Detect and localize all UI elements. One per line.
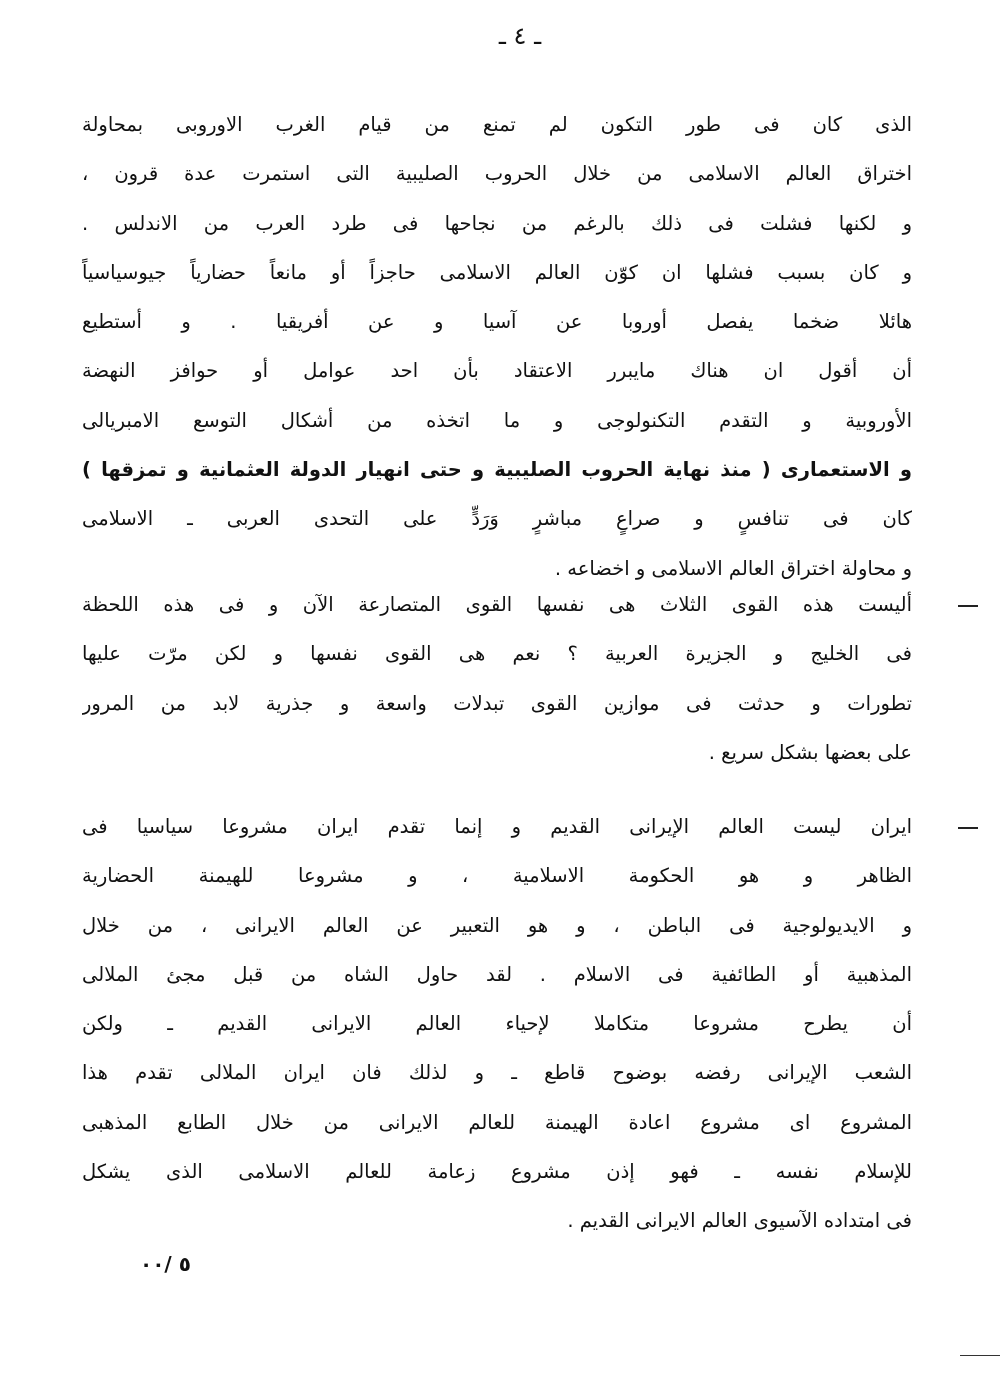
scan-edge-mark	[960, 1355, 1000, 1356]
text-line: الأوروبية و التقدم التكنولوجى و ما اتخذه من أشكال التوسع الامبريالى	[82, 408, 912, 432]
text-line: تطورات و حدثت فى موازين القوى تبدلات واسعة و جذرية لابد من المرور	[82, 691, 912, 715]
text-line: و كان بسبب فشلها ان كوّن العالم الاسلامى حاجزاً أو مانعاً حضارياً جيوسياسياً	[82, 260, 912, 284]
text-line: للإسلام نفسه ـ فهو إذن مشروع زعامة للعالم الاسلامى الذى يشكل	[82, 1160, 912, 1184]
text-line: هائلا ضخما يفصل أوروبا عن آسيا و عن أفريقيا . و أستطيع	[82, 310, 912, 334]
text-line: المشروع اى مشروع اعادة الهيمنة للعالم الايرانى من خلال الطابع المذهبى	[82, 1110, 912, 1134]
text-line: المذهبية أو الطائفية فى الاسلام . لقد حاول الشاه من قبل مجئ الملالى	[82, 962, 912, 986]
paragraph-3	[82, 802, 912, 1246]
text-line: الظاهر و هو الحكومة الاسلامية ، و مشروعا للهيمنة الحضارية	[82, 864, 912, 888]
paragraph-1	[82, 100, 912, 593]
text-line: الذى كان فى طور التكون لم تمنع من قيام الغرب الاوروبى بمحاولة	[82, 113, 912, 136]
text-line: كان فى تنافسٍ و صراعٍ مباشرٍ وَرَدٍّ على التحدى العربى ـ الاسلامى	[82, 507, 912, 531]
text-line: و لكنها فشلت فى ذلك بالرغم من نجاحها فى طرد العرب من الاندلس .	[82, 211, 912, 235]
text-line: و محاولة اختراق العالم الاسلامى و اخضاعه .	[554, 556, 912, 580]
text-line: و الايديولوجية فى الباطن ، و هو التعبير عن العالم الايرانى ، من خلال	[82, 913, 912, 937]
text-line: ايران ليست العالم الإيرانى القديم و إنما تقدم ايران مشروعا سياسيا فى	[82, 815, 912, 838]
text-line: اختراق العالم الاسلامى من خلال الحروب الصليبية التى استمرت عدة قرون ،	[82, 162, 912, 186]
footer-code: ٥ /٠٠	[140, 1252, 191, 1276]
page-number: ـ ٤ ـ	[498, 22, 542, 50]
text-line: فى الخليج و الجزيرة العربية ؟ نعم هى القوى نفسها و لكن مرّت عليها	[82, 642, 912, 666]
text-line: الشعب الإيرانى رفضه بوضوح قاطع ـ و لذلك فان ايران الملالى تقدم هذا	[82, 1061, 912, 1085]
paragraph-bullet-dash	[958, 827, 978, 829]
text-line: و الاستعمارى ( منذ نهاية الحروب الصليبية و حتى انهيار الدولة العثمانية و تمزقها )	[82, 458, 912, 482]
text-line: على بعضها بشكل سريع .	[708, 740, 912, 764]
text-line: أن أقول ان هناك مايبرر الاعتقاد بأن احد عوامل أو حوافز النهضة	[82, 359, 912, 383]
paragraph-bullet-dash	[958, 605, 978, 607]
text-line: أليست هذه القوى الثلاث هى نفسها القوى المتصارعة الآن و فى هذه اللحظة	[82, 593, 912, 616]
paragraph-2	[82, 580, 912, 777]
text-line: فى امتداده الآسيوى العالم الايرانى القديم .	[567, 1209, 912, 1233]
text-line: أن يطرح مشروعا متكاملا لإحياء العالم الايرانى القديم ـ ولكن	[82, 1012, 912, 1036]
